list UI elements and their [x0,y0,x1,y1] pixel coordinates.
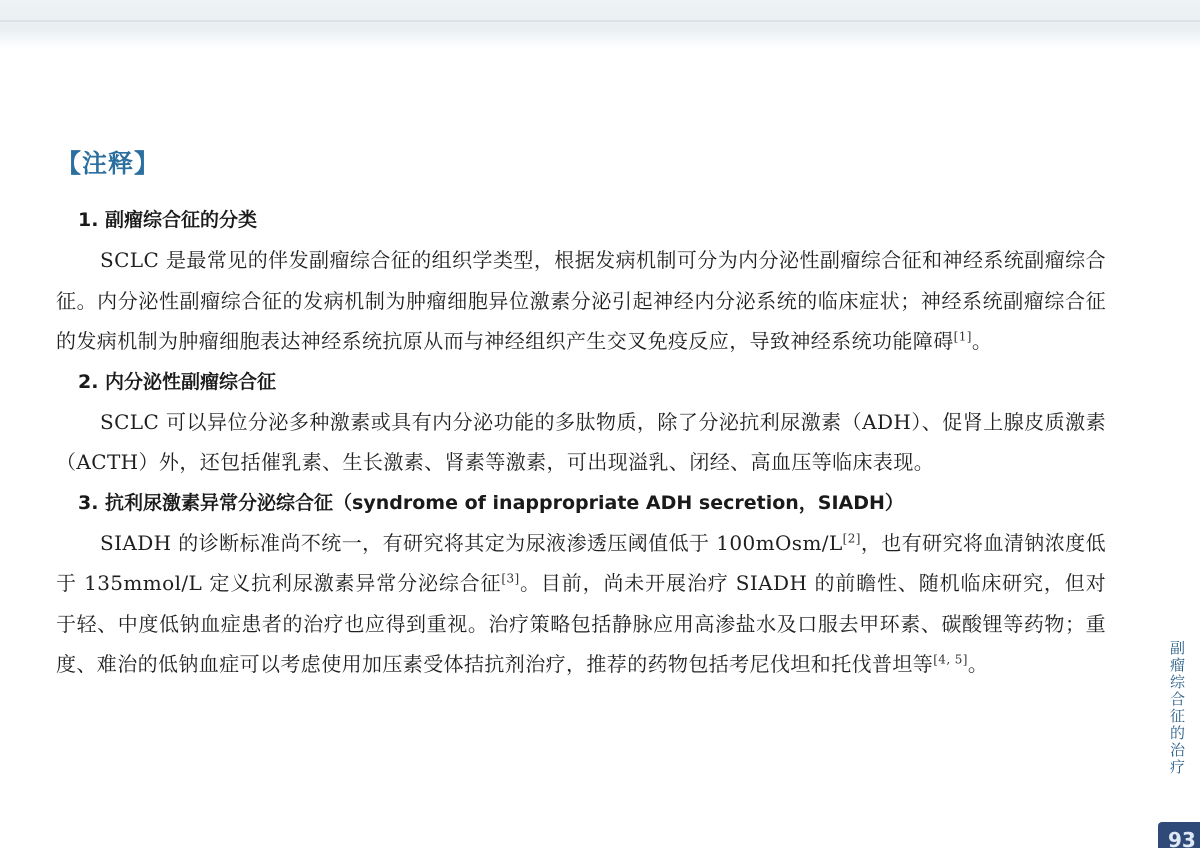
notes-heading: 【注释】 [56,149,161,178]
section-title-3: 3. 抗利尿激素异常分泌综合征（syndrome of inappropriate ADH secretion，SIADH） [78,491,904,514]
page-number-tab [1158,822,1200,848]
chapter-side-label: 副瘤综合征的治疗 [1168,640,1186,776]
section-3-text-part1: SIADH 的诊断标准尚不统一，有研究将其定为尿液渗透压阈值低于 100mOsm/L [100,530,843,555]
citation-ref-1: [1] [953,329,972,344]
page-content [56,144,1106,687]
section-3-paragraph [56,523,1106,685]
page-top-strip [0,0,1200,48]
citation-ref-2: [2] [842,530,861,545]
citation-ref-3: [3] [501,571,520,586]
section-2-paragraph: SCLC 可以异位分泌多种激素或具有内分泌功能的多肽物质，除了分泌抗利尿激素（ADH）、促肾上腺皮质激素（ACTH）外，还包括催乳素、生长激素、肾素等激素，可出现溢乳、闭经、高血压等临床表现。 [56,409,1106,474]
section-1-tail: 。 [971,329,993,353]
page-number: 93 [1168,828,1196,848]
citation-ref-4-5: [4, 5] [933,652,968,667]
section-1-paragraph [56,240,1106,362]
section-3-text-part3: 。目前，尚未开展治疗 SIADH 的前瞻性、随机临床研究，但对于轻、中度低钠血症患者的治疗也应得到重视。治疗策略包括静脉应用高渗盐水及口服去甲环素、碳酸锂等药物；重度、难治的低钠血症可以考虑使用加压素受体拮抗剂治疗，推荐的药物包括考尼伐坦和托伐普坦等 [56,571,1106,676]
section-title-1: 1. 副瘤综合征的分类 [78,209,258,231]
section-3-text-part2: ，也有研究将血清钠浓度低于 135mmol/L 定义抗利尿激素异常分泌综合征 [56,530,1106,595]
section-3-tail: 。 [967,652,989,676]
section-title-2: 2. 内分泌性副瘤综合征 [78,370,277,393]
section-1-text: SCLC 是最常见的伴发副瘤综合征的组织学类型，根据发病机制可分为内分泌性副瘤综合征和神经系统副瘤综合征。内分泌性副瘤综合征的发病机制为肿瘤细胞异位激素分泌引起神经内分泌系统的临床症状；神经系统副瘤综合征的发病机制为肿瘤细胞表达神经系统抗原从而与神经组织产生交叉免疫反应，导致神经系统功能障碍 [56,248,1106,353]
